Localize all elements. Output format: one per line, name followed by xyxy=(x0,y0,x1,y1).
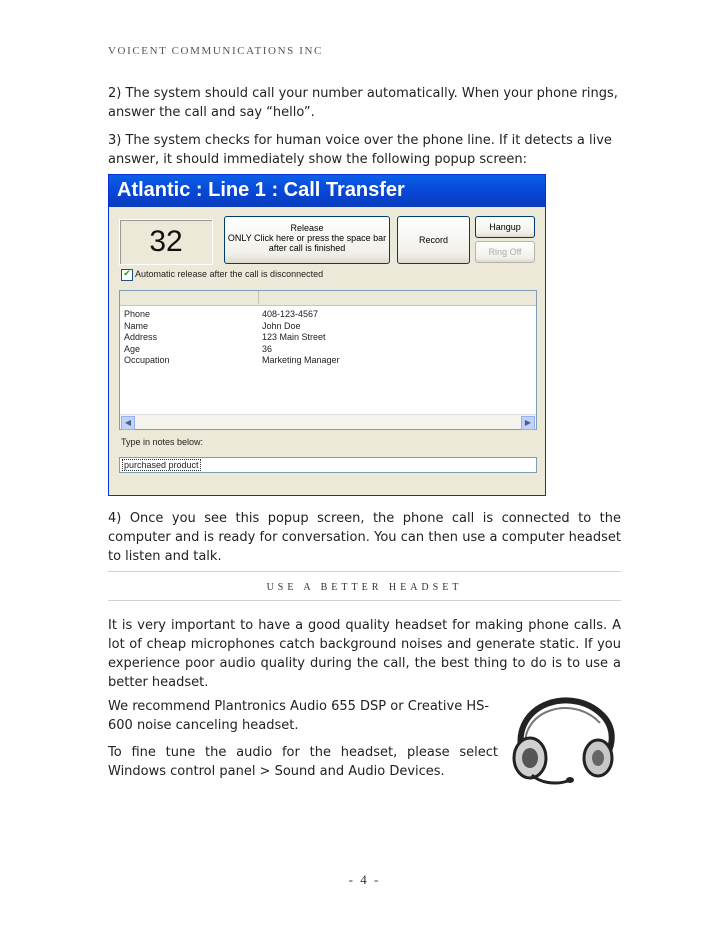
list-header xyxy=(120,291,536,306)
section-rule-bottom xyxy=(108,600,621,601)
call-transfer-window xyxy=(108,174,546,496)
running-header: VOICENT COMMUNICATIONS INC xyxy=(108,45,323,57)
list-row[interactable] xyxy=(120,309,536,321)
headset-paragraph-2: We recommend Plantronics Audio 655 DSP or Creative HS-600 noise canceling headset. xyxy=(108,699,490,733)
auto-release-label: Automatic release after the call is disconnected xyxy=(135,269,324,279)
call-counter: 32 xyxy=(119,219,213,265)
release-label: Release xyxy=(290,223,324,233)
record-button[interactable]: Record xyxy=(397,216,470,264)
column-header-field[interactable] xyxy=(120,291,259,304)
notes-label: Type in notes below: xyxy=(121,437,204,447)
scroll-right-icon[interactable]: ▶ xyxy=(521,416,535,430)
page-number: - 4 - xyxy=(348,872,381,887)
notes-value: purchased product xyxy=(124,460,199,470)
release-instruction-2: after call is finished xyxy=(268,243,346,253)
list-row[interactable] xyxy=(120,321,536,333)
row-field: Address xyxy=(124,332,158,342)
section-title: USE A BETTER HEADSET xyxy=(266,582,463,593)
list-row[interactable] xyxy=(120,355,536,367)
step-3-paragraph: 3) The system checks for human voice over the phone line. If it detects a live answer, it should immediately show the following popup screen: xyxy=(108,133,612,167)
ring-off-button[interactable]: Ring Off xyxy=(475,241,535,263)
auto-release-checkbox[interactable]: ✔ xyxy=(121,269,133,281)
row-value: 123 Main Street xyxy=(262,332,326,342)
row-field: Occupation xyxy=(124,355,170,365)
contact-info-list[interactable] xyxy=(119,290,537,430)
list-row[interactable] xyxy=(120,344,536,356)
step-2-paragraph: 2) The system should call your number automatically. When your phone rings, answer the call and say “hello”. xyxy=(108,86,618,120)
row-value: 408-123-4567 xyxy=(262,309,319,319)
scroll-left-icon[interactable]: ◀ xyxy=(121,416,135,430)
headset-illustration xyxy=(500,683,625,788)
row-value: Marketing Manager xyxy=(262,355,340,365)
row-field: Age xyxy=(124,343,141,354)
headset-paragraph-1: It is very important to have a good quality headset for making phone calls. A lot of cheap microphones catch background noises and generate static. If you experience poor audio quality during the call, the best thing to do is to use a better headset. xyxy=(108,618,621,690)
window-title: Atlantic : Line 1 : Call Transfer xyxy=(117,179,405,201)
section-rule-top xyxy=(108,571,621,572)
release-instruction: ONLY Click here or press the space bar xyxy=(227,233,387,243)
horizontal-scrollbar[interactable] xyxy=(120,414,536,429)
headset-paragraph-3: To fine tune the audio for the headset, please select Windows control panel > Sound and Audio Devices. xyxy=(108,745,498,779)
notes-input[interactable] xyxy=(119,457,537,473)
row-value: John Doe xyxy=(262,320,301,331)
row-value: 36 xyxy=(262,343,273,354)
window-titlebar[interactable] xyxy=(109,175,545,207)
row-field: Name xyxy=(124,320,149,331)
hangup-button[interactable]: Hangup xyxy=(475,216,535,238)
row-field: Phone xyxy=(124,309,151,319)
step-4-paragraph: 4) Once you see this popup screen, the phone call is connected to the computer and is ready for conversation. You can then use a computer headset to listen and talk. xyxy=(108,511,621,564)
list-row[interactable] xyxy=(120,332,536,344)
release-button[interactable] xyxy=(224,216,390,264)
